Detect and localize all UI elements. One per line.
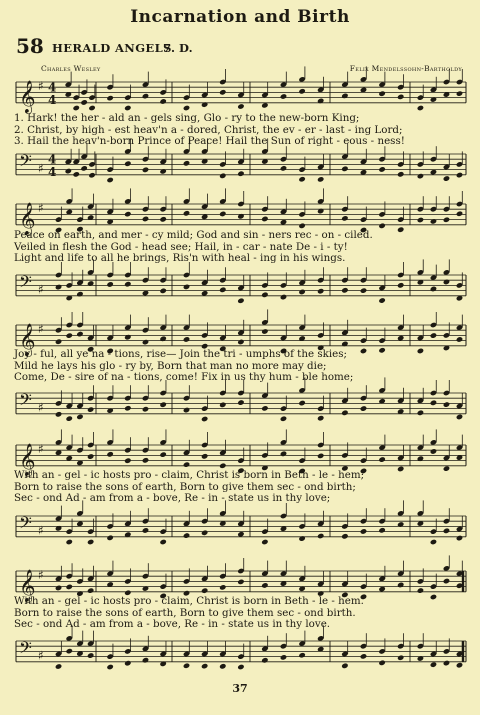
page-number: 37	[232, 682, 248, 695]
time-signature-top: 4	[48, 152, 57, 167]
note-head	[76, 291, 83, 297]
note-head	[341, 215, 348, 221]
note-head	[237, 298, 244, 304]
hymn-number: 58	[16, 34, 44, 58]
note-head	[106, 664, 113, 670]
note-head	[106, 451, 113, 457]
treble-staff-system-1	[0, 74, 480, 114]
lyric-line-verse-1: Joy - ful, all ye na - tions, rise— Join the tri - umphs of the skies;	[14, 348, 347, 360]
note-head	[378, 90, 385, 96]
note-head	[298, 289, 305, 295]
note-head	[261, 405, 268, 411]
composer-credit: Felix Mendelssohn-Bartholdy	[349, 64, 462, 73]
note-head	[87, 406, 94, 412]
tune-name: HERALD ANGELS	[52, 41, 172, 55]
note-head	[142, 406, 149, 412]
note-head	[183, 210, 190, 216]
treble-clef-icon: 𝄞	[19, 322, 36, 356]
note-head	[378, 223, 385, 229]
note-head	[106, 281, 113, 287]
note-head	[360, 287, 367, 293]
note-head	[341, 663, 348, 669]
note-head	[261, 292, 268, 298]
note-head	[124, 211, 131, 217]
note-head	[298, 652, 305, 658]
bass-staff-system-4	[0, 508, 480, 548]
note-head	[87, 453, 94, 459]
note-head	[298, 176, 305, 182]
treble-clef-icon: 𝄞	[19, 568, 36, 602]
note-head	[280, 93, 287, 99]
note-head	[237, 170, 244, 176]
note-head	[80, 99, 87, 105]
time-signature-bottom: 4	[48, 164, 57, 179]
note-head	[124, 457, 131, 463]
note-head	[106, 95, 113, 101]
lyric-line-verse-2: Mild he lays his glo - ry by, Born that man no more may die;	[14, 359, 327, 372]
note-head	[159, 168, 166, 174]
note-head	[201, 416, 208, 422]
bass-clef-icon: 𝄢	[19, 637, 32, 662]
note-head	[378, 297, 385, 303]
note-head	[80, 165, 87, 171]
lyrics-system-4	[14, 470, 464, 505]
note-head	[261, 216, 268, 222]
note-head	[317, 533, 324, 539]
note-head	[142, 457, 149, 463]
note-head	[76, 414, 83, 420]
note-head	[341, 533, 348, 539]
key-signature-sharp-icon: ♯	[38, 282, 44, 297]
key-signature-sharp-icon: ♯	[38, 648, 44, 663]
note-head	[183, 284, 190, 290]
note-head	[219, 402, 226, 408]
note-head	[397, 582, 404, 588]
time-signature-bottom: 4	[48, 92, 57, 107]
note-head	[443, 578, 450, 584]
note-head	[443, 175, 450, 181]
note-head	[183, 407, 190, 413]
note-head	[142, 339, 149, 345]
note-head	[341, 166, 348, 172]
lyric-line-verse-1: With an - gel - ic hosts pro - claim, Christ is born in Beth - le - hem;	[14, 469, 365, 481]
author-credit: Charles Wesley	[41, 64, 101, 73]
note-head	[261, 582, 268, 588]
note-head	[201, 101, 208, 107]
note-head	[124, 281, 131, 287]
lyric-line-verse-1: 1. Hark! the her - ald an - gels sing, Glo - ry to the new-born King;	[14, 112, 360, 124]
note-head	[378, 660, 385, 666]
note-head	[298, 88, 305, 94]
note-head	[430, 332, 437, 338]
note-head	[456, 211, 463, 217]
note-head	[76, 331, 83, 337]
key-signature-sharp-icon: ♯	[38, 79, 44, 94]
note-head	[237, 339, 244, 345]
key-signature-sharp-icon: ♯	[38, 201, 44, 216]
note-head	[66, 648, 73, 654]
note-head	[280, 654, 287, 660]
note-head	[66, 539, 73, 545]
lyric-line-verse-2: Born to raise the sons of earth, Born to give them sec - ond birth;	[14, 480, 356, 493]
note-head	[417, 173, 424, 179]
note-head	[317, 415, 324, 421]
note-head	[142, 657, 149, 663]
note-head	[261, 657, 268, 663]
lyric-line-verse-3: Sec - ond Ad - am from a - bove, Re - in - state us in thy love;	[14, 492, 331, 504]
section-title: Incarnation and Birth	[130, 7, 350, 27]
note-head	[66, 415, 73, 421]
lyrics-system-1	[14, 113, 464, 148]
note-head	[280, 294, 287, 300]
note-head	[397, 171, 404, 177]
key-signature-sharp-icon: ♯	[38, 161, 44, 176]
note-head	[443, 528, 450, 534]
note-head	[219, 287, 226, 293]
note-head	[280, 451, 287, 457]
note-head	[317, 176, 324, 182]
treble-clef-icon: 𝄞	[19, 201, 36, 235]
note-head	[341, 287, 348, 293]
note-head	[124, 405, 131, 411]
note-head	[443, 660, 450, 666]
note-head	[201, 530, 208, 536]
lyric-line-verse-3: Come, De - sire of na - tions, come! Fix in us thy hum - ble home;	[14, 371, 354, 383]
note-head	[159, 216, 166, 222]
note-head	[124, 334, 131, 340]
note-head	[55, 338, 62, 344]
note-head	[219, 584, 226, 590]
note-head	[124, 160, 131, 166]
time-signature-top: 4	[48, 80, 57, 95]
note-head	[456, 172, 463, 178]
lyric-line-verse-2: Born to raise the sons of earth, Born to give them sec - ond birth.	[14, 606, 356, 619]
note-head	[106, 535, 113, 541]
note-head	[55, 284, 62, 290]
note-head	[219, 463, 226, 469]
note-head	[219, 173, 226, 179]
note-head	[159, 336, 166, 342]
note-head	[66, 584, 73, 590]
note-head	[219, 211, 226, 217]
note-head	[456, 535, 463, 541]
note-head	[298, 535, 305, 541]
note-head	[456, 90, 463, 96]
note-head	[443, 279, 450, 285]
key-signature-sharp-icon: ♯	[38, 523, 44, 538]
note-head	[341, 93, 348, 99]
note-head	[261, 328, 268, 334]
lyric-line-verse-3: Sec - ond Ad - am from a - bove, Re - in - state us in thy love.	[14, 618, 331, 630]
lyric-line-verse-2: 2. Christ, by high - est heav'n a - dored, Christ, the ev - er - last - ing Lord;	[14, 123, 403, 136]
note-head	[55, 663, 62, 669]
note-head	[280, 416, 287, 422]
note-head	[397, 282, 404, 288]
note-head	[183, 160, 190, 166]
note-head	[124, 660, 131, 666]
note-head	[280, 165, 287, 171]
treble-clef-icon: 𝄞	[19, 442, 36, 476]
note-head	[317, 288, 324, 294]
note-head	[183, 461, 190, 467]
note-head	[417, 105, 424, 111]
note-head	[341, 410, 348, 416]
key-signature-sharp-icon: ♯	[38, 322, 44, 337]
lyric-line-verse-1: With an - gel - ic hosts pro - claim, Christ is born in Beth - le - hem.	[14, 595, 364, 607]
note-head	[430, 218, 437, 224]
note-head	[87, 587, 94, 593]
note-head	[456, 336, 463, 342]
bass-clef-icon: 𝄢	[19, 271, 32, 296]
bass-staff-system-1	[0, 146, 480, 186]
note-head	[456, 414, 463, 420]
note-head	[237, 103, 244, 109]
note-head	[159, 451, 166, 457]
note-head	[183, 336, 190, 342]
note-head	[360, 528, 367, 534]
note-head	[201, 587, 208, 593]
note-head	[87, 539, 94, 545]
lyrics-system-3	[14, 349, 464, 384]
note-head	[443, 401, 450, 407]
note-head	[55, 585, 62, 591]
note-head	[159, 98, 166, 104]
note-head	[417, 217, 424, 223]
note-head	[417, 587, 424, 593]
note-head	[397, 655, 404, 661]
note-head	[66, 332, 73, 338]
lyric-line-verse-3: 3. Hail the heav'n-born Prince of Peace! Hail the Sun of right - eous - ness!	[14, 135, 405, 147]
note-head	[378, 456, 385, 462]
lyric-line-verse-1: Peace on earth, and mer - cy mild; God and sin - ners rec - on - ciled.	[14, 229, 373, 241]
note-head	[183, 663, 190, 669]
note-head	[201, 663, 208, 669]
lyrics-system-2	[14, 230, 464, 265]
note-head	[237, 664, 244, 670]
key-signature-sharp-icon: ♯	[38, 400, 44, 415]
note-head	[87, 652, 94, 658]
key-signature-sharp-icon: ♯	[38, 568, 44, 583]
note-head	[55, 411, 62, 417]
note-head	[237, 579, 244, 585]
note-head	[73, 105, 80, 111]
note-head	[142, 216, 149, 222]
note-head	[298, 400, 305, 406]
note-head	[183, 105, 190, 111]
note-head	[456, 662, 463, 668]
note-head	[159, 288, 166, 294]
note-head	[378, 166, 385, 172]
note-head	[219, 89, 226, 95]
note-head	[142, 93, 149, 99]
lyric-line-verse-3: Light and life to all he brings, Ris'n with heal - ing in his wings.	[14, 252, 346, 264]
note-head	[443, 217, 450, 223]
note-head	[106, 177, 113, 183]
note-head	[430, 400, 437, 406]
note-head	[417, 410, 424, 416]
note-head	[430, 448, 437, 454]
note-head	[159, 401, 166, 407]
bass-staff-system-3	[0, 385, 480, 425]
note-head	[73, 171, 80, 177]
treble-clef-icon: 𝄞	[19, 79, 36, 113]
note-head	[142, 167, 149, 173]
note-head	[430, 286, 437, 292]
note-head	[261, 539, 268, 545]
note-head	[360, 653, 367, 659]
note-head	[397, 94, 404, 100]
note-head	[159, 539, 166, 545]
bass-clef-icon: 𝄢	[19, 150, 32, 175]
note-head	[237, 399, 244, 405]
note-head	[201, 453, 208, 459]
note-head	[430, 661, 437, 667]
bass-staff-system-5	[0, 633, 480, 673]
key-signature-sharp-icon: ♯	[38, 442, 44, 457]
note-head	[219, 663, 226, 669]
bass-staff-system-2	[0, 267, 480, 307]
note-head	[378, 527, 385, 533]
note-head	[360, 405, 367, 411]
note-head	[317, 453, 324, 459]
note-head	[88, 172, 95, 178]
lyrics-system-5	[14, 596, 464, 631]
note-head	[124, 105, 131, 111]
bass-clef-icon: 𝄢	[19, 512, 32, 537]
note-head	[65, 168, 72, 174]
bass-clef-icon: 𝄢	[19, 389, 32, 414]
lyric-line-verse-2: Veiled in flesh the God - head see; Hail, in - car - nate De - i - ty!	[14, 240, 348, 253]
meter: 7. D.	[163, 41, 193, 55]
note-head	[430, 539, 437, 545]
note-head	[142, 527, 149, 533]
note-head	[183, 532, 190, 538]
note-head	[88, 105, 95, 111]
